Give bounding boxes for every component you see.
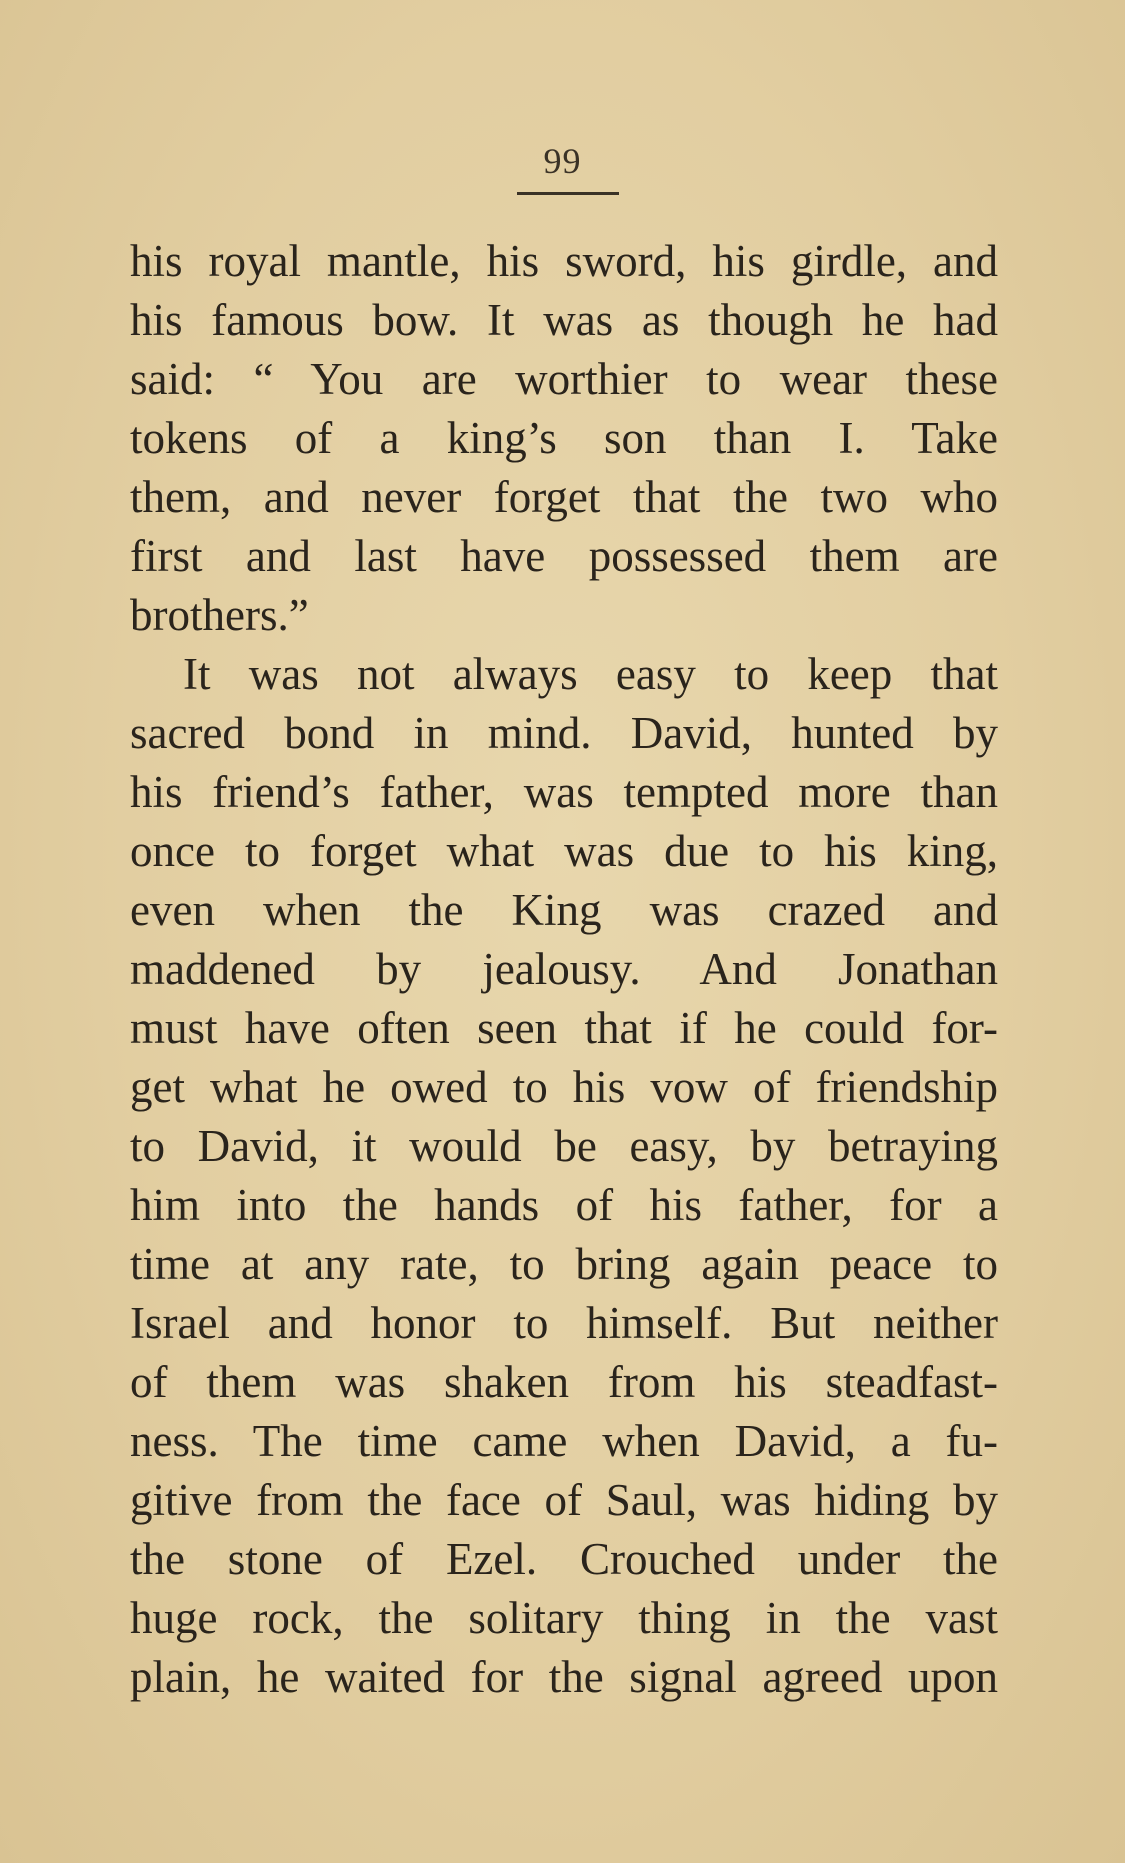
text-line: of them was shaken from his steadfast- — [130, 1357, 998, 1407]
text-line: first and last have possessed them are — [130, 531, 998, 581]
text-line: get what he owed to his vow of friendship — [130, 1062, 998, 1112]
text-line: his friend’s father, was tempted more than — [130, 767, 998, 817]
text-line: the stone of Ezel. Crouched under the — [130, 1534, 998, 1584]
text-line: time at any rate, to bring again peace to — [130, 1239, 998, 1289]
text-line: once to forget what was due to his king, — [130, 826, 998, 876]
text-line: plain, he waited for the signal agreed upon — [130, 1652, 998, 1702]
text-line: must have often seen that if he could for- — [130, 1003, 998, 1053]
text-line: ness. The time came when David, a fu- — [130, 1416, 998, 1466]
text-line: his royal mantle, his sword, his girdle, and — [130, 236, 998, 286]
text-line: Israel and honor to himself. But neither — [130, 1298, 998, 1348]
text-line: sacred bond in mind. David, hunted by — [130, 708, 998, 758]
text-line: maddened by jealousy. And Jonathan — [130, 944, 998, 994]
text-line: even when the King was crazed and — [130, 885, 998, 935]
text-line: gitive from the face of Saul, was hiding by — [130, 1475, 998, 1525]
text-line: It was not always easy to keep that — [183, 649, 998, 699]
text-line: huge rock, the solitary thing in the vast — [130, 1593, 998, 1643]
text-line: them, and never forget that the two who — [130, 472, 998, 522]
page-number-rule — [517, 192, 619, 195]
text-line: his famous bow. It was as though he had — [130, 295, 998, 345]
text-line: brothers.” — [130, 590, 309, 640]
body-text — [130, 232, 998, 1707]
text-line: said: “ You are worthier to wear these — [130, 354, 998, 404]
text-line: him into the hands of his father, for a — [130, 1180, 998, 1230]
page-number: 99 — [543, 141, 582, 181]
text-line: to David, it would be easy, by betraying — [130, 1121, 998, 1171]
text-line: tokens of a king’s son than I. Take — [130, 413, 998, 463]
